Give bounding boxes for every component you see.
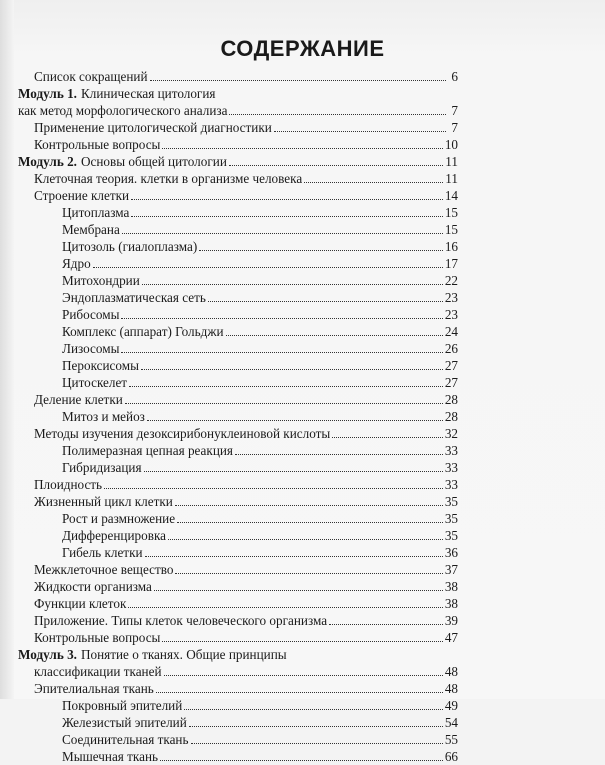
toc-entry <box>18 476 458 493</box>
dot-leader <box>162 147 442 149</box>
dot-leader <box>104 487 443 489</box>
dot-leader <box>208 300 443 302</box>
toc-page-number: 37 <box>444 562 458 577</box>
toc-entry <box>18 136 458 153</box>
dot-leader <box>145 555 443 557</box>
toc-entry <box>18 731 458 748</box>
toc-page-number: 28 <box>444 409 458 424</box>
toc-page-number: 38 <box>444 596 458 611</box>
dot-leader <box>93 266 443 268</box>
toc-page-number: 10 <box>444 137 458 152</box>
toc-entry <box>18 391 458 408</box>
toc-entry <box>18 493 458 510</box>
dot-leader <box>168 538 443 540</box>
toc-entry-label: Понятие о тканях. Общие принципы <box>80 647 287 662</box>
toc-entry <box>18 714 458 731</box>
dot-leader <box>129 385 443 387</box>
toc-entry-label: Контрольные вопросы <box>34 137 161 152</box>
toc-page-number: 48 <box>444 681 458 696</box>
toc-page-number: 35 <box>444 528 458 543</box>
toc-entry-label: Жизненный цикл клетки <box>34 494 173 509</box>
toc-entry-label: Применение цитологической диагностики <box>34 120 272 135</box>
dot-leader <box>189 725 443 727</box>
toc-page-number: 14 <box>444 188 458 203</box>
toc-page-number: 33 <box>444 443 458 458</box>
dot-leader <box>274 130 446 132</box>
dot-leader <box>128 606 442 608</box>
toc-entry <box>18 85 458 102</box>
toc-entry-label: Мембрана <box>62 222 120 237</box>
toc-entry <box>18 408 458 425</box>
toc-entry <box>18 102 458 119</box>
toc-entry <box>18 357 458 374</box>
dot-leader <box>289 658 446 659</box>
toc-entry <box>18 68 458 85</box>
dot-leader <box>175 504 443 506</box>
toc-entry-label: Гибель клетки <box>62 545 143 560</box>
toc-entry-label: Межклеточное вещество <box>34 562 174 577</box>
toc-entry <box>18 544 458 561</box>
dot-leader <box>226 334 443 336</box>
dot-leader <box>142 283 443 285</box>
toc-entry <box>18 170 458 187</box>
toc-page-number: 48 <box>444 664 458 679</box>
dot-leader <box>131 215 442 217</box>
toc-page-number: 36 <box>444 545 458 560</box>
toc-entry-label: Клеточная теория. клетки в организме человека <box>34 171 303 186</box>
toc-entry-label: Цитоскелет <box>62 375 128 390</box>
toc-page-number: 11 <box>445 154 458 169</box>
toc-page-number: 35 <box>444 511 458 526</box>
dot-leader <box>162 640 442 642</box>
toc-page-number: 22 <box>444 273 458 288</box>
toc-page-number: 7 <box>451 103 458 118</box>
toc-entry <box>18 629 458 646</box>
toc-entry-label: Лизосомы <box>62 341 120 356</box>
toc-page-number: 15 <box>444 205 458 220</box>
dot-leader <box>160 759 443 761</box>
toc-entry <box>18 578 458 595</box>
toc-page-number: 33 <box>444 477 458 492</box>
dot-leader <box>154 589 443 591</box>
toc-entry-label: Гибридизация <box>62 460 142 475</box>
toc-module-label: Модуль 3. <box>18 647 77 662</box>
toc-entry-label: Комплекс (аппарат) Гольджи <box>62 324 224 339</box>
page-title: СОДЕРЖАНИЕ <box>220 36 385 61</box>
toc-entry <box>18 680 458 697</box>
toc-entry-label: Список сокращений <box>34 69 148 84</box>
toc-entry-label: Основы общей цитологии <box>80 154 227 169</box>
toc-entry-label: Цитоплазма <box>62 205 130 220</box>
toc-entry <box>18 119 458 136</box>
toc-page-number: 47 <box>444 630 458 645</box>
dot-leader <box>332 436 443 438</box>
toc-page-number: 54 <box>444 715 458 730</box>
toc-entry-label: Рост и размножение <box>62 511 176 526</box>
toc-entry <box>18 663 458 680</box>
dot-leader <box>150 79 446 81</box>
dot-leader <box>131 198 443 200</box>
toc-entry <box>18 425 458 442</box>
toc-entry <box>18 442 458 459</box>
toc-entry <box>18 748 458 765</box>
toc-entry <box>18 238 458 255</box>
dot-leader <box>156 691 443 693</box>
toc-page-number: 24 <box>444 324 458 339</box>
dot-leader <box>235 453 443 455</box>
toc-entry <box>18 306 458 323</box>
toc-entry <box>18 527 458 544</box>
toc-page-number: 6 <box>451 69 458 84</box>
toc-entry-label: Строение клетки <box>34 188 130 203</box>
toc-entry <box>18 595 458 612</box>
toc-page-number: 55 <box>444 732 458 747</box>
toc-page-number: 27 <box>444 358 458 373</box>
toc-entry <box>18 221 458 238</box>
toc-entry <box>18 187 458 204</box>
toc-page-number: 39 <box>444 613 458 628</box>
toc-page-number: 49 <box>444 698 458 713</box>
page-edge <box>0 0 14 699</box>
toc-entry-label: Контрольные вопросы <box>34 630 161 645</box>
toc-entry <box>18 646 458 663</box>
toc-entry-label: Функции клеток <box>34 596 127 611</box>
table-of-contents <box>18 68 458 765</box>
toc-page-number: 27 <box>444 375 458 390</box>
toc-page-number: 7 <box>451 120 458 135</box>
toc-page-number: 35 <box>444 494 458 509</box>
toc-entry <box>18 323 458 340</box>
toc-entry-label: Митоз и мейоз <box>62 409 145 424</box>
dot-leader <box>229 164 443 166</box>
toc-entry-label: Плоидность <box>34 477 103 492</box>
toc-entry <box>18 340 458 357</box>
toc-entry <box>18 612 458 629</box>
toc-page-number: 15 <box>444 222 458 237</box>
toc-entry-label: Эпителиальная ткань <box>34 681 154 696</box>
toc-page-number: 26 <box>444 341 458 356</box>
toc-entry-label: Соединительная ткань <box>62 732 189 747</box>
dot-leader <box>199 249 443 251</box>
toc-entry-label: Методы изучения дезоксирибонуклеиновой кислоты <box>34 426 331 441</box>
toc-entry-label: Дифференцировка <box>62 528 167 543</box>
toc-entry <box>18 289 458 306</box>
dot-leader <box>122 232 443 234</box>
toc-entry-label: Мышечная ткань <box>62 749 159 764</box>
dot-leader <box>184 708 443 710</box>
toc-page-number: 17 <box>444 256 458 271</box>
toc-entry-label: Клиническая цитология <box>80 86 216 101</box>
dot-leader <box>217 97 446 98</box>
toc-entry-label: Ядро <box>62 256 91 271</box>
toc-entry <box>18 272 458 289</box>
toc-module-label: Модуль 1. <box>18 86 77 101</box>
toc-entry-label: Полимеразная цепная реакция <box>62 443 233 458</box>
toc-entry-label: Пероксисомы <box>62 358 139 373</box>
toc-page-number: 38 <box>444 579 458 594</box>
toc-entry-label: Митохондрии <box>62 273 140 288</box>
dot-leader <box>141 368 443 370</box>
dot-leader <box>164 674 443 676</box>
dot-leader <box>125 402 443 404</box>
dot-leader <box>304 181 443 183</box>
toc-page-number: 11 <box>445 171 458 186</box>
toc-page-number: 16 <box>444 239 458 254</box>
dot-leader <box>144 470 443 472</box>
toc-entry-label: Деление клетки <box>34 392 123 407</box>
dot-leader <box>177 521 443 523</box>
toc-entry <box>18 204 458 221</box>
toc-entry-label: Жидкости организма <box>34 579 152 594</box>
toc-entry <box>18 697 458 714</box>
toc-page-number: 23 <box>444 290 458 305</box>
toc-page-number: 66 <box>444 749 458 764</box>
toc-entry <box>18 459 458 476</box>
toc-entry <box>18 255 458 272</box>
toc-entry-label: Рибосомы <box>62 307 120 322</box>
toc-entry-label: как метод морфологического анализа <box>18 103 228 118</box>
dot-leader <box>147 419 443 421</box>
dot-leader <box>229 113 446 115</box>
dot-leader <box>191 742 443 744</box>
toc-entry-label: классификации тканей <box>34 664 162 679</box>
toc-module-label: Модуль 2. <box>18 154 77 169</box>
toc-entry <box>18 374 458 391</box>
toc-entry-label: Цитозоль (гиалоплазма) <box>62 239 198 254</box>
toc-entry-label: Железистый эпителий <box>62 715 187 730</box>
toc-page-number: 28 <box>444 392 458 407</box>
dot-leader <box>175 572 442 574</box>
toc-entry-label: Покровный эпителий <box>62 698 183 713</box>
toc-page-number: 33 <box>444 460 458 475</box>
toc-entry <box>18 561 458 578</box>
dot-leader <box>329 623 443 625</box>
toc-page-number: 32 <box>444 426 458 441</box>
toc-entry <box>18 510 458 527</box>
dot-leader <box>121 317 442 319</box>
toc-entry-label: Приложение. Типы клеток человеческого организма <box>34 613 328 628</box>
toc-entry-label: Эндоплазматическая сеть <box>62 290 206 305</box>
dot-leader <box>121 351 442 353</box>
toc-entry <box>18 153 458 170</box>
toc-page-number: 23 <box>444 307 458 322</box>
